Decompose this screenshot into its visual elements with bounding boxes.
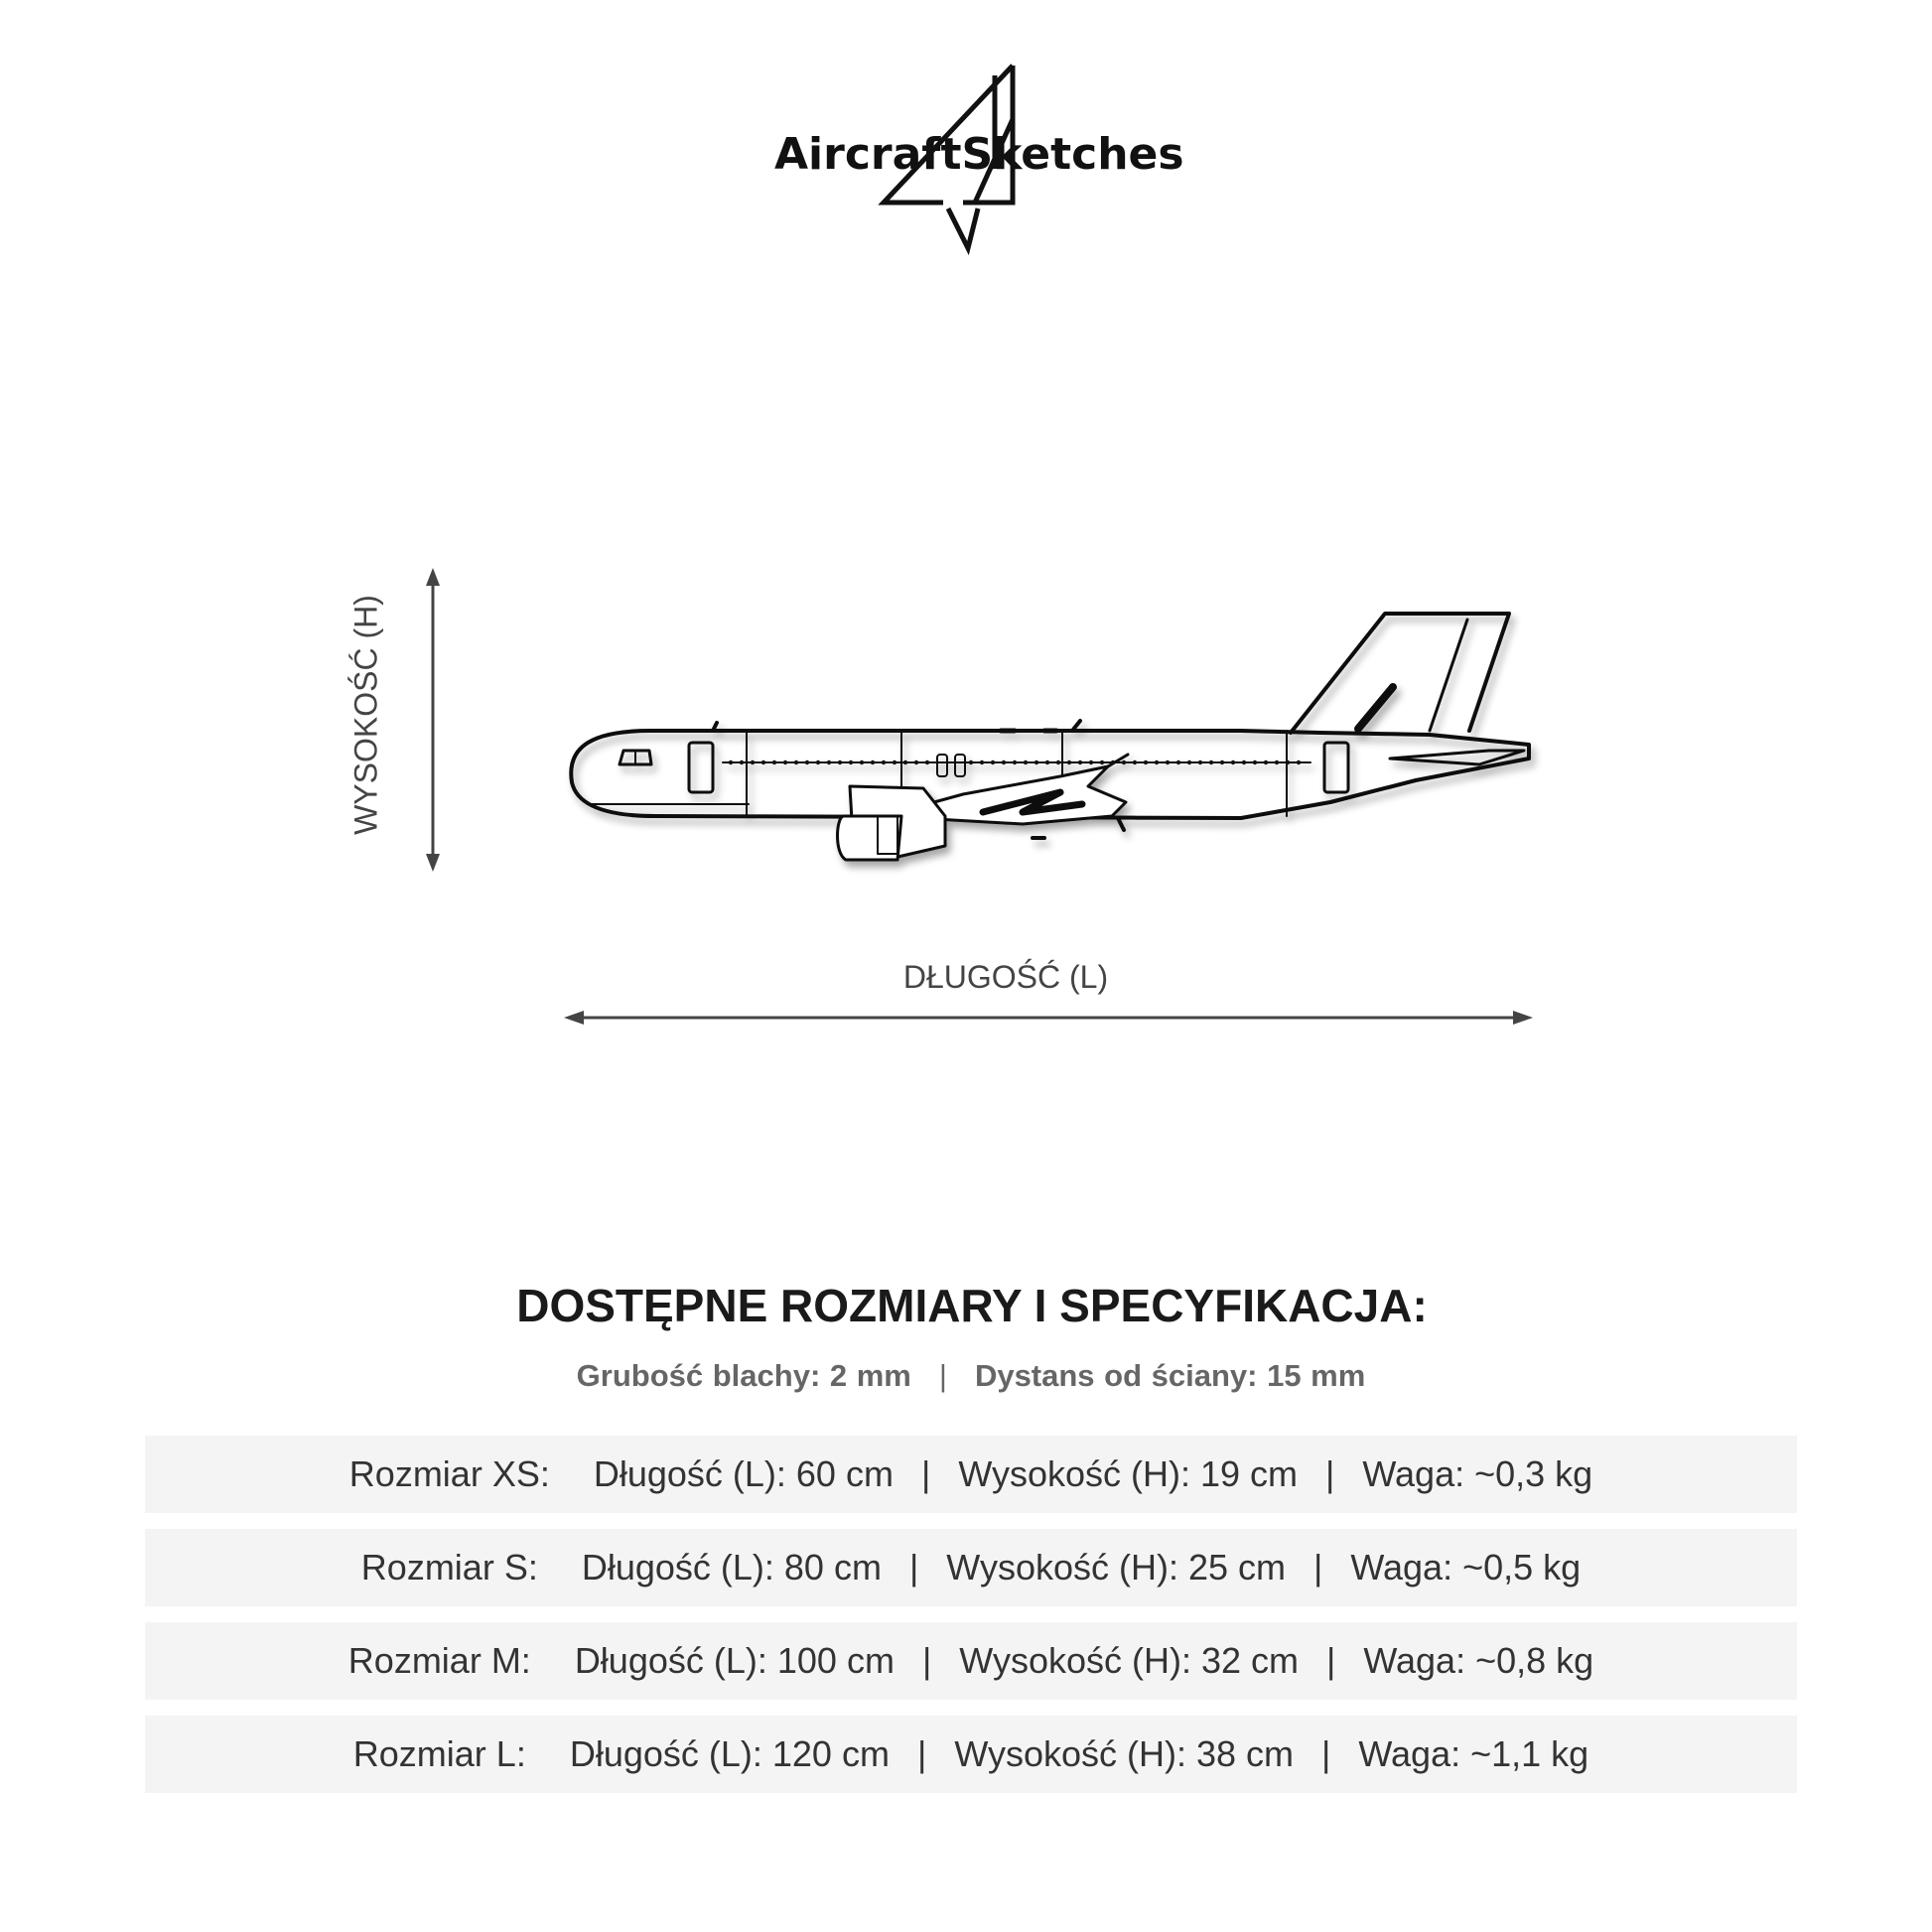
cabin-window-dot bbox=[991, 760, 995, 764]
separator: | bbox=[1313, 1547, 1323, 1587]
spec-subtitle bbox=[0, 1358, 1932, 1394]
cabin-window-dot bbox=[1067, 760, 1071, 764]
cabin-window-dot bbox=[1035, 760, 1038, 764]
length-arrow bbox=[562, 1003, 1535, 1033]
cabin-window-dot bbox=[1013, 760, 1017, 764]
cabin-window-dot bbox=[1166, 760, 1170, 764]
cabin-window-dot bbox=[1133, 760, 1137, 764]
cabin-window-dot bbox=[1264, 760, 1268, 764]
cabin-window-dot bbox=[805, 760, 809, 764]
cabin-window-dot bbox=[1122, 760, 1126, 764]
separator: | bbox=[1321, 1733, 1331, 1774]
cabin-window-dot bbox=[893, 760, 897, 764]
size-weight: Waga: ~0,5 kg bbox=[1350, 1547, 1582, 1587]
size-name: Rozmiar XS: bbox=[348, 1453, 550, 1494]
size-name: Rozmiar M: bbox=[347, 1640, 531, 1681]
cabin-window-dot bbox=[1078, 760, 1082, 764]
cabin-window-dot bbox=[740, 760, 744, 764]
cabin-window-dot bbox=[1002, 760, 1006, 764]
cabin-window-dot bbox=[903, 760, 907, 764]
cabin-window-dot bbox=[794, 760, 798, 764]
height-arrow bbox=[407, 566, 467, 874]
size-row-s bbox=[145, 1529, 1797, 1606]
cabin-window-dot bbox=[1176, 760, 1180, 764]
cabin-window-dot bbox=[1286, 760, 1290, 764]
spec-title: DOSTĘPNE ROZMIARY I SPECYFIKACJA: bbox=[516, 1280, 1428, 1331]
separator: | bbox=[1326, 1640, 1336, 1681]
length-label: DŁUGOŚĆ (L) bbox=[902, 959, 1109, 995]
cabin-window-dot bbox=[1220, 760, 1224, 764]
separator: | bbox=[908, 1547, 919, 1587]
cabin-window-dot bbox=[969, 760, 973, 764]
size-weight: Waga: ~1,1 kg bbox=[1358, 1733, 1589, 1774]
separator: | bbox=[920, 1453, 931, 1494]
logo-text: AircraftSketches bbox=[774, 129, 1184, 180]
cabin-window-dot bbox=[761, 760, 765, 764]
cabin-window-dot bbox=[729, 760, 733, 764]
height-label-text: WYSOKOŚĆ (H) bbox=[347, 595, 384, 835]
cabin-window-dot bbox=[914, 760, 918, 764]
cabin-window-dot bbox=[1209, 760, 1213, 764]
separator: | bbox=[1325, 1453, 1335, 1494]
cabin-window-dot bbox=[1253, 760, 1257, 764]
size-name: Rozmiar L: bbox=[352, 1733, 526, 1774]
size-row-xs bbox=[145, 1436, 1797, 1513]
size-row-m bbox=[145, 1622, 1797, 1700]
cabin-window-dot bbox=[860, 760, 864, 764]
cabin-window-dot bbox=[980, 760, 984, 764]
cabin-window-dot bbox=[1056, 760, 1060, 764]
size-row-l bbox=[145, 1716, 1797, 1793]
cabin-window-dot bbox=[1111, 760, 1115, 764]
size-name: Rozmiar S: bbox=[360, 1547, 538, 1587]
cabin-window-dot bbox=[1275, 760, 1279, 764]
cabin-window-dot bbox=[1187, 760, 1191, 764]
cabin-window-dot bbox=[772, 760, 776, 764]
cabin-window-dot bbox=[1144, 760, 1148, 764]
separator: | bbox=[938, 1358, 947, 1393]
separator: | bbox=[916, 1733, 927, 1774]
size-weight: Waga: ~0,3 kg bbox=[1362, 1453, 1593, 1494]
cabin-window-dot bbox=[925, 760, 929, 764]
size-length: Długość (L): 120 cm bbox=[569, 1733, 890, 1774]
cabin-window-dot bbox=[1100, 760, 1104, 764]
wall-distance: Dystans od ściany: 15 mm bbox=[974, 1358, 1366, 1393]
cabin-window-dot bbox=[783, 760, 787, 764]
cabin-window-dot bbox=[849, 760, 853, 764]
cabin-window-dot bbox=[838, 760, 842, 764]
cabin-window-dot bbox=[1242, 760, 1246, 764]
cabin-window-dot bbox=[1198, 760, 1202, 764]
cabin-window-dot bbox=[1155, 760, 1159, 764]
airliner-side-silhouette-icon bbox=[556, 556, 1549, 894]
cabin-window-dot bbox=[1231, 760, 1235, 764]
cabin-window-dot bbox=[871, 760, 875, 764]
size-height: Wysokość (H): 19 cm bbox=[958, 1453, 1299, 1494]
size-weight: Waga: ~0,8 kg bbox=[1363, 1640, 1594, 1681]
cabin-window-dot bbox=[1024, 760, 1028, 764]
cabin-window-dot bbox=[816, 760, 820, 764]
size-length: Długość (L): 80 cm bbox=[581, 1547, 882, 1587]
sheet-thickness: Grubość blachy: 2 mm bbox=[576, 1358, 911, 1393]
cabin-window-dot bbox=[882, 760, 886, 764]
separator: | bbox=[921, 1640, 932, 1681]
cabin-window-dot bbox=[1297, 760, 1301, 764]
cabin-window-dot bbox=[827, 760, 831, 764]
cabin-window-dot bbox=[1089, 760, 1093, 764]
cabin-window-dot bbox=[751, 760, 755, 764]
size-length: Długość (L): 60 cm bbox=[593, 1453, 894, 1494]
size-height: Wysokość (H): 38 cm bbox=[954, 1733, 1295, 1774]
brand-logo bbox=[764, 60, 1184, 258]
size-length: Długość (L): 100 cm bbox=[574, 1640, 895, 1681]
size-height: Wysokość (H): 25 cm bbox=[946, 1547, 1287, 1587]
cabin-window-dot bbox=[1045, 760, 1049, 764]
size-height: Wysokość (H): 32 cm bbox=[959, 1640, 1300, 1681]
